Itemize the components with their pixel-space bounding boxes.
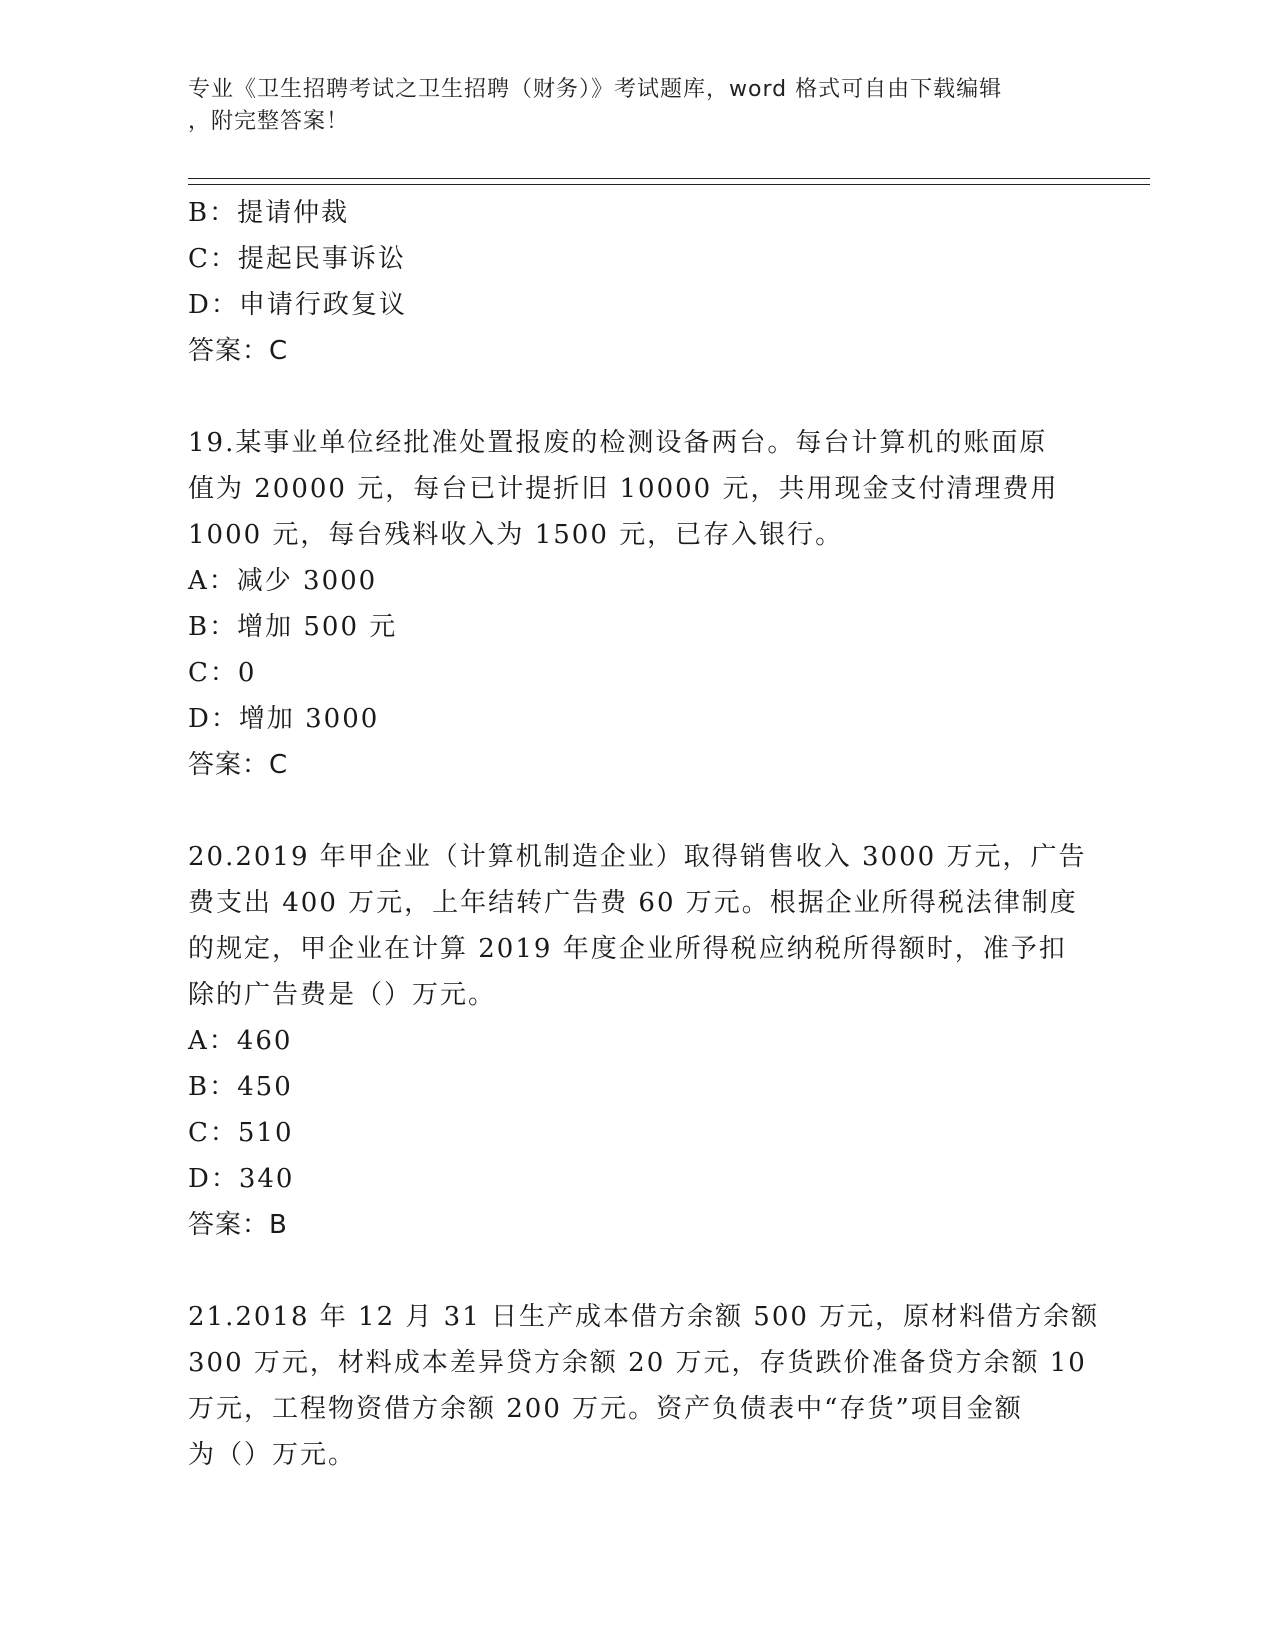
q20-answer: 答案：B [188,1210,288,1240]
q21-stem-line: 万元，工程物资借方余额 200 万元。资产负债表中“存货”项目金额 [188,1394,1023,1424]
question-19 [188,420,1088,788]
q19-option-d: D：增加 3000 [188,704,380,734]
question-18 [188,190,1088,374]
q19-option-c: C：0 [188,658,257,688]
q20-option-d: D：340 [188,1164,295,1194]
header-line-2: ，附完整答案！ [188,109,350,134]
q19-answer: 答案：C [188,750,289,780]
question-body [188,190,1100,1478]
q20-stem-line: 的规定，甲企业在计算 2019 年度企业所得税应纳税所得额时，准予扣 [188,934,1067,964]
spacer [188,788,1088,834]
q18-answer: 答案：C [188,336,289,366]
q19-option-b: B：增加 500 元 [188,612,398,642]
q18-option-b: B：提请仲裁 [188,198,350,228]
q20-option-a: A：460 [188,1026,293,1056]
q20-stem-line: 20.2019 年甲企业（计算机制造企业）取得销售收入 3000 万元，广告 [188,842,1087,872]
question-21 [188,1294,1100,1478]
q19-stem-line: 19.某事业单位经批准处置报废的检测设备两台。每台计算机的账面原 [188,428,1048,458]
spacer [188,374,1088,420]
q20-stem-line: 除的广告费是（）万元。 [188,980,497,1010]
q18-option-c: C：提起民事诉讼 [188,244,406,274]
q21-stem-line: 300 万元，材料成本差异贷方余额 20 万元，存货跌价准备贷方余额 10 [188,1348,1087,1378]
header-rule-bottom [188,184,1150,185]
q20-option-b: B：450 [188,1072,293,1102]
q21-stem-line: 为（）万元。 [188,1440,357,1470]
q19-stem-line: 值为 20000 元，每台已计提折旧 10000 元，共用现金支付清理费用 [188,474,1059,504]
document-header [188,74,1088,138]
header-line-1: 专业《卫生招聘考试之卫生招聘（财务）》考试题库，word 格式可自由下载编辑 [188,77,1003,102]
q19-stem-line: 1000 元，每台残料收入为 1500 元，已存入银行。 [188,520,844,550]
question-20 [188,834,1088,1248]
q19-option-a: A：减少 3000 [188,566,378,596]
q20-stem-line: 费支出 400 万元，上年结转广告费 60 万元。根据企业所得税法律制度 [188,888,1078,918]
q20-option-c: C：510 [188,1118,294,1148]
spacer [188,1248,1088,1294]
q18-option-d: D：申请行政复议 [188,290,407,320]
header-rule-top [188,178,1150,179]
q21-stem-line: 21.2018 年 12 月 31 日生产成本借方余额 500 万元，原材料借方余额 [188,1302,1100,1332]
